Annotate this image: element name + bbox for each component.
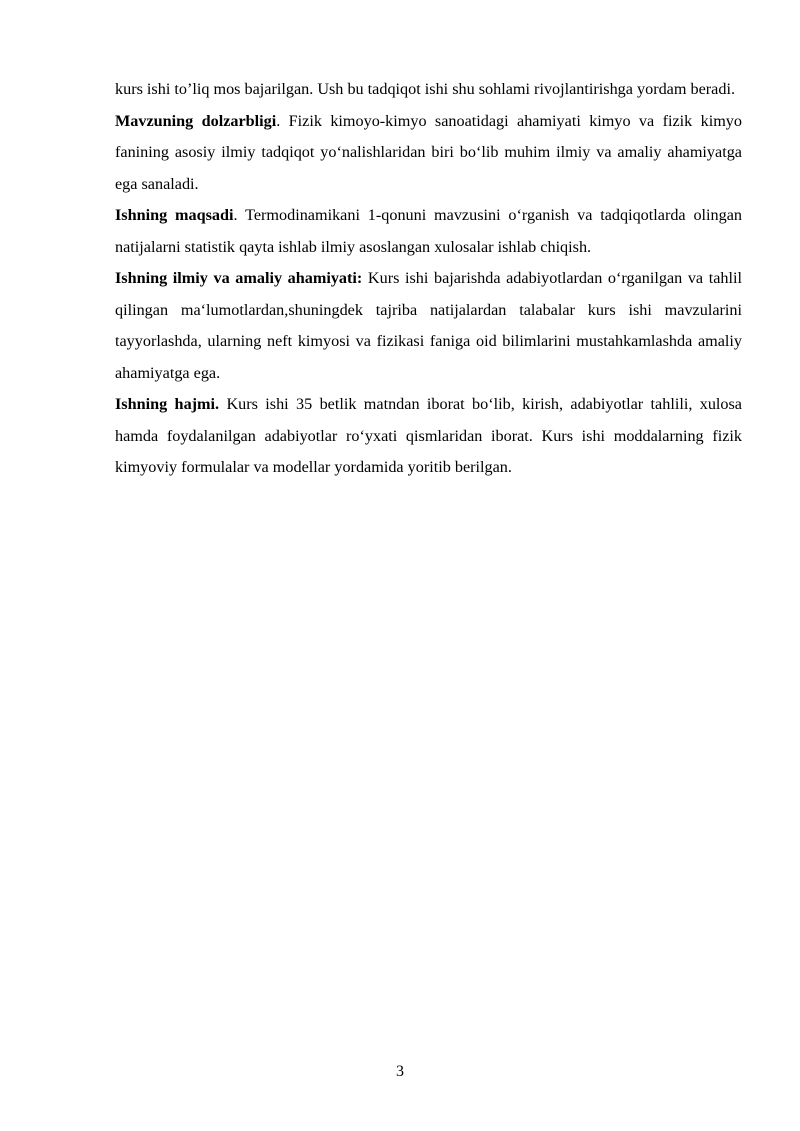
paragraph-text: Kurs ishi bajarishda adabiyotlardan o‘rganilgan va tahlil qilingan ma‘lumotlardan,shuningdek tajriba natijalardan talabalar kurs ishi mavzularini tayyorlashda, ularning neft kimyosi va fizikasi faniga oid bilimlarini mustahkamlashda amaliy ahamiyatga ega. <box>115 269 742 382</box>
page-body <box>115 74 742 484</box>
paragraph-relevance <box>115 106 742 201</box>
paragraph-significance <box>115 263 742 389</box>
page-number: 3 <box>396 1063 404 1080</box>
paragraph-heading: Ishning ilmiy va amaliy ahamiyati: <box>115 269 363 287</box>
paragraph-heading: Mavzuning dolzarbligi <box>115 111 277 130</box>
paragraph-goal <box>115 200 742 263</box>
paragraph-text: . Fizik kimoyo-kimyo sanoatidagi ahamiyati kimyo va fizik kimyo fanining asosiy ilmiy tadqiqot yo‘nalishlaridan biri bo‘lib muhim ilmiy va amaliy ahamiyatga ega sanaladi. <box>115 111 742 193</box>
paragraph-text: Kurs ishi 35 betlik matndan iborat bo‘lib, kirish, adabiyotlar tahlili, xulosa hamda foydalanilgan adabiyotlar ro‘yxati qismlaridan iborat. Kurs ishi moddalarning fizik kimyoviy formulalar va modellar yordamida yoritib berilgan. <box>115 395 742 476</box>
paragraph-continuation <box>115 74 742 106</box>
paragraph-text: . Termodinamikani 1-qonuni mavzusini o‘rganish va tadqiqotlarda olingan natijalarni statistik qayta ishlab ilmiy asoslangan xulosalar ishlab chiqish. <box>115 206 742 256</box>
paragraph-text: kurs ishi to’liq mos bajarilgan. Ush bu tadqiqot ishi shu sohlami rivojlantirishga yordam beradi. <box>115 80 735 98</box>
paragraph-volume <box>115 389 742 484</box>
paragraph-heading: Ishning maqsadi <box>115 206 234 224</box>
paragraph-heading: Ishning hajmi. <box>115 395 220 413</box>
